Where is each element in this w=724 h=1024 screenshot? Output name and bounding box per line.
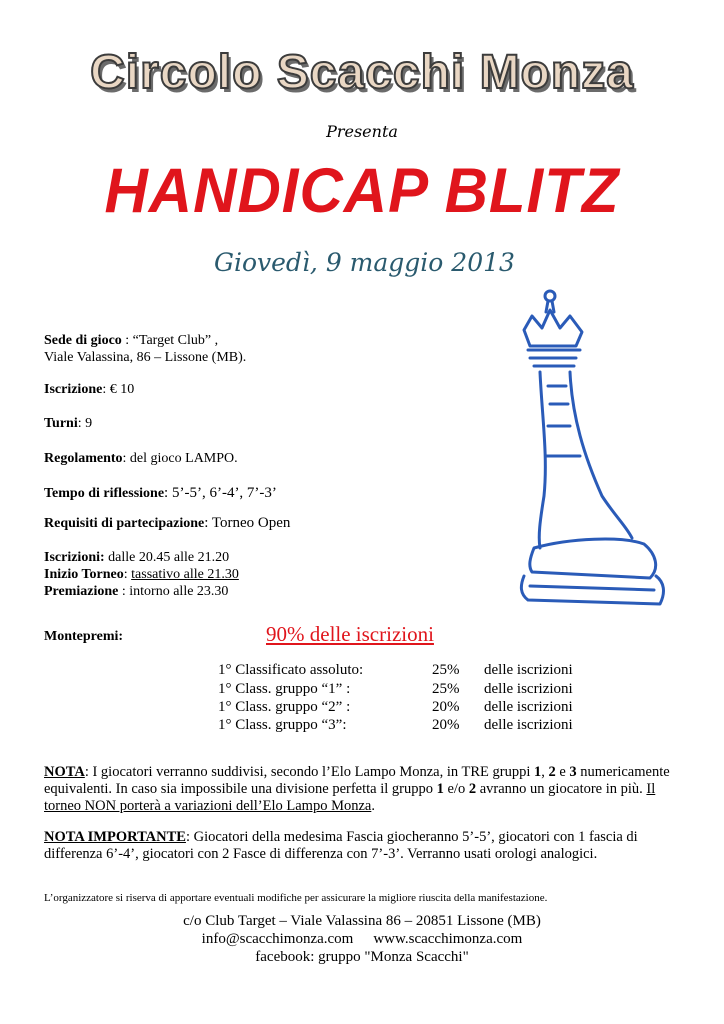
group-3: 3 bbox=[569, 764, 577, 780]
prize-row bbox=[218, 662, 573, 679]
prize-desc: delle iscrizioni bbox=[484, 681, 573, 697]
important-note-text: : Giocatori della medesima Fascia giocheranno 5’-5’, giocatori con 1 fascia di differenza 6’-4’, giocatori con 2 Fasce di differenza con 7’-3’. Verranno usati orologi analogici. bbox=[44, 829, 638, 862]
logo-text: Circolo Scacchi Monza bbox=[90, 45, 634, 99]
registration-label: Iscrizioni: bbox=[44, 550, 105, 565]
prize-pct: 20% bbox=[432, 699, 460, 715]
rules-label: Regolamento bbox=[44, 451, 123, 466]
note-sep: , bbox=[541, 764, 549, 780]
group-2: 2 bbox=[468, 781, 477, 797]
requirements-line bbox=[44, 515, 290, 532]
start-label: Inizio Torneo bbox=[44, 567, 124, 582]
rules-value: : del gioco LAMPO. bbox=[122, 451, 238, 466]
note-sep: e bbox=[555, 764, 570, 780]
prize-row bbox=[218, 717, 573, 734]
elo-notice: Il torneo NON porterà a variazioni dell’Elo Lampo Monza bbox=[44, 781, 656, 814]
group-1: 1 bbox=[533, 764, 542, 780]
group-1: 1 bbox=[436, 781, 444, 797]
requirements-value: : Torneo Open bbox=[204, 515, 291, 531]
prize-place: 1° Class. gruppo “2” : bbox=[218, 699, 351, 715]
registration-value: dalle 20.45 alle 21.20 bbox=[104, 550, 230, 565]
rounds-label: Turni bbox=[44, 416, 78, 431]
start-value: tassativo alle 21.30 bbox=[131, 567, 239, 582]
note-text: numericamente equivalenti. In caso sia impossibile una divisione perfetta il gruppo bbox=[44, 764, 670, 797]
event-date: Giovedì, 9 maggio 2013 bbox=[214, 248, 515, 277]
prize-place: 1° Classificato assoluto: bbox=[218, 662, 364, 678]
footer-website[interactable]: www.scacchimonza.com bbox=[373, 931, 523, 947]
note-end: . bbox=[371, 798, 375, 814]
footer-facebook: facebook: gruppo "Monza Scacchi" bbox=[255, 949, 469, 965]
prize-pct: 25% bbox=[432, 681, 460, 697]
presenta-text: Presenta bbox=[326, 122, 398, 141]
prize-pct: 20% bbox=[432, 717, 460, 733]
prize-desc: delle iscrizioni bbox=[484, 662, 573, 678]
footer-address: c/o Club Target – Viale Valassina 86 – 20851 Lissone (MB) bbox=[183, 913, 541, 929]
venue-address: Viale Valassina, 86 – Lissone (MB). bbox=[44, 350, 247, 365]
note-sep: e/o bbox=[443, 781, 469, 797]
prize-row bbox=[218, 681, 573, 698]
prize-desc: delle iscrizioni bbox=[484, 699, 573, 715]
group-2: 2 bbox=[548, 764, 556, 780]
note-paragraph bbox=[44, 764, 684, 815]
venue-label: Sede di gioco bbox=[44, 333, 122, 348]
prize-pool-label: Montepremi: bbox=[44, 629, 124, 644]
important-note-label: NOTA IMPORTANTE bbox=[44, 829, 186, 845]
footer-email[interactable]: info@scacchimonza.com bbox=[201, 931, 354, 947]
fee-line bbox=[44, 381, 134, 398]
footer-contacts bbox=[0, 930, 724, 948]
fee-label: Iscrizione bbox=[44, 382, 103, 397]
note-text: avranno un giocatore in più. bbox=[476, 781, 647, 797]
venue-value: : “Target Club” , bbox=[121, 333, 219, 348]
chess-queen-icon bbox=[510, 286, 666, 610]
schedule-block bbox=[44, 549, 239, 600]
event-title: HANDICAP BLITZ bbox=[104, 155, 620, 226]
rounds-value: : 9 bbox=[77, 416, 93, 431]
awards-value: : intorno alle 23.30 bbox=[118, 584, 229, 599]
start-sep: : bbox=[123, 567, 132, 582]
time-control-line bbox=[44, 485, 277, 502]
prize-pool-headline: 90% delle iscrizioni bbox=[266, 622, 434, 646]
prize-place: 1° Class. gruppo “3”: bbox=[218, 717, 347, 733]
fee-value: : € 10 bbox=[102, 382, 135, 397]
prize-desc: delle iscrizioni bbox=[484, 717, 573, 733]
time-control-label: Tempo di riflessione bbox=[44, 486, 165, 501]
rules-line bbox=[44, 450, 238, 467]
time-control-value: : 5’-5’, 6’-4’, 7’-3’ bbox=[164, 485, 277, 501]
note-text: : I giocatori verranno suddivisi, secondo l’Elo Lampo Monza, in TRE gruppi bbox=[84, 764, 534, 780]
club-logo bbox=[42, 42, 682, 102]
venue-line bbox=[44, 332, 246, 366]
prize-row bbox=[218, 699, 573, 716]
note-label: NOTA bbox=[44, 764, 85, 780]
requirements-label: Requisiti di partecipazione bbox=[44, 516, 205, 531]
prize-place: 1° Class. gruppo “1” : bbox=[218, 681, 351, 697]
important-note-paragraph bbox=[44, 829, 684, 863]
awards-label: Premiazione bbox=[44, 584, 119, 599]
rounds-line bbox=[44, 415, 92, 432]
prize-pct: 25% bbox=[432, 662, 460, 678]
disclaimer: L’organizzatore si riserva di apportare eventuali modifiche per assicurare la migliore riuscita della manifestazione. bbox=[44, 892, 548, 904]
